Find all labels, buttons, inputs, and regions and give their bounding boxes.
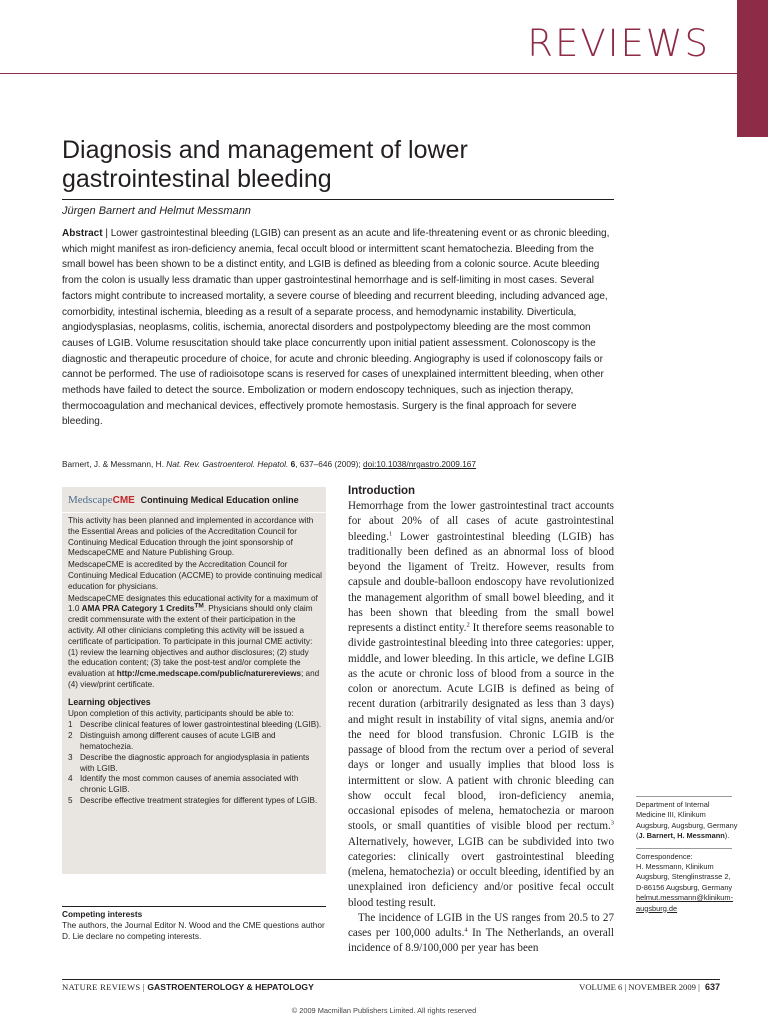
list-text: Describe clinical features of lower gastrointestinal bleeding (LGIB). [80,720,322,730]
paragraph-text: Alternatively, however, LGIB can be subdivided into two categories: clinically overt gastrointestinal bleeding (melena, hematochezia) or occult bleeding, identified by an unexplained iron deficiency and/or positive fecal occult blood testing result. [348,835,614,909]
competing-interests [62,909,332,942]
article-title: Diagnosis and management of lower gastrointestinal bleeding [62,136,468,193]
cme-paragraph [68,594,322,691]
doi-link[interactable]: doi:10.1038/nrgastro.2009.167 [363,459,477,469]
affiliation-authors: J. Barnert, H. Messmann [638,831,725,841]
list-text: Describe the diagnostic approach for angiodysplasia in patients with LGIB. [80,752,310,773]
list-item [68,720,322,731]
header-rule [0,73,737,74]
paragraph-text: It therefore seems reasonable to divide gastrointestinal bleeding into three categories: upper, middle, and lower bleeding. In this article, we define LGIB as the acute or chronic loss of blood from a source in the colon or anorectum. Acute LGIB is defined as being of recent duration (arbitrarily designated as less than 3 days) and might result in instability of vital signs, anemia and/or the need for blood transfusion. Chronic LGIB is the passage of blood from the rectum over a period of several days or longer and usually implies that blood loss is intermittent or slow. A patient with chronic bleeding can show occult fecal blood, iron-deficiency anemia, occasional episodes of melena, hematochezia or maroon stools, or small quantities of visible blood per rectum. [348,622,614,833]
footer-volume: VOLUME 6 [579,982,623,992]
list-item [68,796,322,807]
footer-journal-name: GASTROENTEROLOGY & HEPATOLOGY [147,982,314,992]
abstract [62,226,610,430]
paragraph-text: The incidence of LGIB in the US ranges from 20.5 to 27 cases per 100,000 adults. [348,911,614,939]
page-number: 637 [704,982,720,992]
section-label: REVIEWS [527,22,710,65]
citation-authors: Barnert, J. & Messmann, H. [62,459,167,469]
cme-text: . Physicians should only claim credit commensurate with the extent of their participation in the activity. All other clinicians completing this activity will be issued a certificate of participation. To participate in this journal CME activity: (1) review the learning objectives and author disclosures; (2) study the education content; (3) take the post-test and/or complete the evaluation at [68,604,313,679]
list-item [68,753,322,775]
citation [62,459,622,469]
cme-divider [62,512,326,513]
cme-credit-label: AMA PRA Category 1 Credits [81,604,195,614]
medscape-logo-cme: CME [112,495,135,506]
cme-text: MedscapeCME designates this educational activity for a maximum of 1.0 [68,593,318,614]
abstract-label: Abstract [62,228,103,239]
paragraph [348,911,614,957]
correspondence [636,852,740,914]
article-authors: Jürgen Barnert and Helmut Messmann [62,205,251,217]
footer-issue: VOLUME 6 | NOVEMBER 2009 | 637 [579,982,720,992]
cme-header [68,494,299,506]
copyright: © 2009 Macmillan Publishers Limited. All rights reserved [291,1006,477,1015]
section-color-tab [737,0,768,137]
cme-heading: Continuing Medical Education online [140,495,299,505]
margin-rule [636,848,732,849]
affiliation-text: ). [724,831,730,841]
paragraph-text: Lower gastrointestinal bleeding (LGIB) has traditionally been defined as an abnormal loss of blood beyond the ligament of Treitz. However, results from capsule and double-balloon endoscopy have revolutionized the management algorithm of small bowel bleeding, and it has been shown that bleeding from the small bowel represents a distinct entity. [348,530,614,634]
learning-objectives-intro: Upon completion of this activity, participants should be able to: [68,708,294,718]
introduction-heading: Introduction [348,485,416,497]
cme-body [68,516,322,807]
competing-interests-rule [62,906,326,907]
citation-journal: Nat. Rev. Gastroenterol. Hepatol. [166,459,289,469]
paragraph [348,499,614,911]
list-text: Distinguish among different causes of acute LGIB and hematochezia. [80,731,276,751]
footer-rule [62,979,720,980]
footer-date: NOVEMBER 2009 [628,982,696,992]
competing-interests-text: The authors, the Journal Editor N. Wood and the CME questions author D. Lie declare no competing interests. [62,920,325,941]
learning-objectives-list [68,720,322,806]
list-number: 5 [68,795,73,805]
citation-pages: , 637–646 (2009); [295,459,364,469]
list-number: 2 [68,731,73,741]
list-item [68,774,322,796]
competing-interests-title: Competing interests [62,909,143,919]
introduction-body [348,499,614,957]
learning-objectives-title: Learning objectives [68,696,151,707]
cme-text: ; and (4) view/print certificate. [68,669,320,689]
citation-volume: 6 [288,459,296,469]
reference-marker[interactable]: 4 [464,926,468,934]
correspondence-address: H. Messmann, Klinikum Augsburg, Stenglinstrasse 2, D-86156 Augsburg, Germany [636,862,733,892]
margin-rule [636,796,732,797]
cme-paragraph: This activity has been planned and implemented in accordance with the Essential Areas and policies of the Accreditation Council for Continuing Medical Education through the joint sponsorship of MedscapeCME and Nature Publishing Group. [68,516,314,558]
list-number: 1 [68,720,73,730]
affiliation-text: Department of Internal Medicine III, Klinikum Augsburg, Augsburg, Germany ( [636,800,738,841]
list-text: Identify the most common causes of anemia associated with chronic LGIB. [80,774,299,795]
footer-publisher: NATURE REVIEWS [62,982,141,992]
list-text: Describe effective treatment strategies for different types of LGIB. [80,795,318,805]
medscape-logo: Medscape [68,494,113,506]
list-item [68,731,322,753]
cme-url-link[interactable]: http://cme.medscape.com/public/naturereviews [116,669,301,679]
correspondence-label: Correspondence: [636,851,693,861]
affiliation [636,800,740,842]
correspondence-email-link[interactable]: helmut.messmann@klinikum-augsburg.de [636,893,734,913]
abstract-text: | Lower gastrointestinal bleeding (LGIB) can present as an acute and life-threatening event or as chronic bleeding, which might manifest as iron-deficiency anemia, fecal occult blood or intermittent scant hematochezia. Bleeding from the small bowel has been shown to be a distinct entity, and LGIB is defined as bleeding from a colonic source. Acute bleeding from the colon is usually less dramatic than upper gastrointestinal hemorrhage and is self-limiting in most cases. Several factors might contribute to increased mortality, a severe course of bleeding and recurrent bleeding, including advanced age, comorbidity, intestinal ischemia, bleeding as a result of a separate process, and hemodynamic instability. Diverticula, angiodysplasias, neoplasms, colitis, ischemia, anorectal disorders and postpolypectomy bleeding are the most common causes of LGIB. Volume resuscitation should take place concurrently upon initial patient assessment. Colonoscopy is the diagnostic and therapeutic procedure of choice, for acute and chronic bleeding. Angiography is used if colonoscopy fails or cannot be performed. The use of radioisotope scans is reserved for cases of unexplained intermittent bleeding, when other methods have failed to detect the source. Embolization or modern endoscopy techniques, such as injection therapy, thermocoagulation and mechanical devices, effectively promote hemostasis. Surgery is the final approach for severe bleeding. [62,228,610,428]
trademark: TM [194,602,204,610]
margin-notes [636,796,740,920]
reference-marker[interactable]: 2 [466,621,470,629]
paragraph-text: Hemorrhage from the lower gastrointestinal tract accounts for about 20% of all cases of acute gastrointestinal bleeding. [348,500,614,543]
title-rule [62,199,614,200]
reference-marker[interactable]: 1 [388,529,393,537]
cme-paragraph: MedscapeCME is accredited by the Accreditation Council for Continuing Medical Education (ACCME) to provide continuing medical education for physicians. [68,560,322,591]
paragraph-text: In The Netherlands, an overall incidence of 8.9/100,000 per year has been [348,927,614,955]
list-number: 3 [68,752,73,762]
reference-marker[interactable]: 3 [610,819,614,827]
cme-box [62,487,326,874]
list-number: 4 [68,774,73,784]
footer-journal: NATURE REVIEWS | GASTROENTEROLOGY & HEPATOLOGY [62,982,314,992]
